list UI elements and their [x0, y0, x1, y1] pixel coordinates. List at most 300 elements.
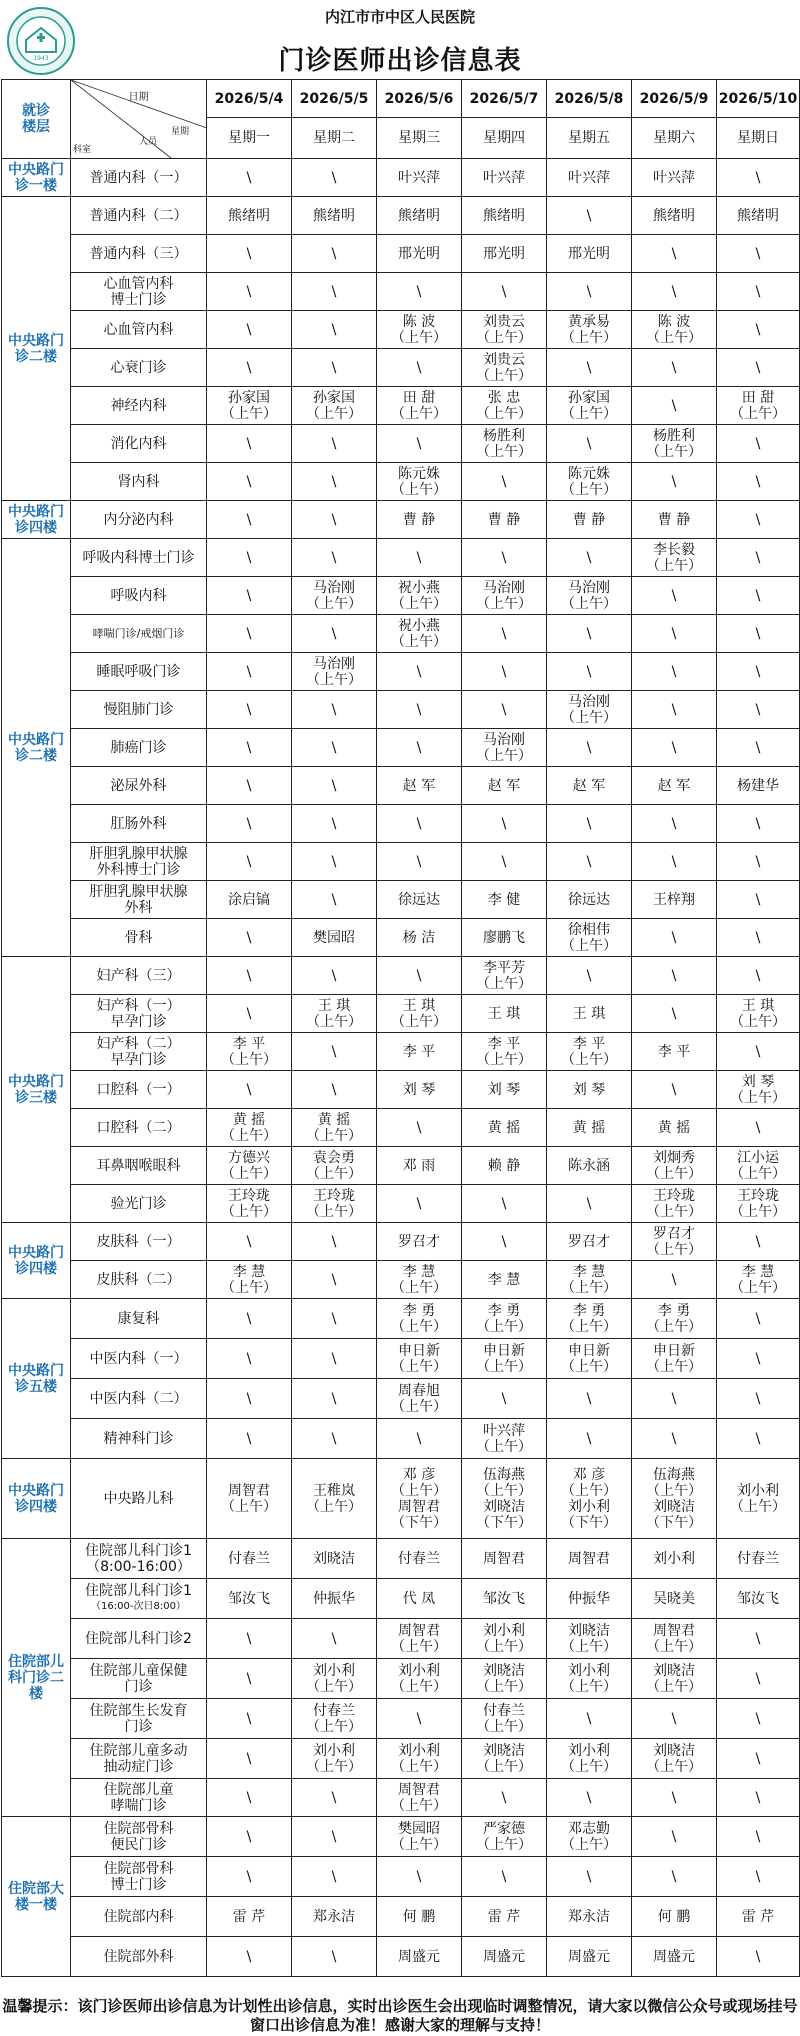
doctor-cell: 李 勇 （上午）	[632, 1299, 717, 1339]
floor-label: 住院部大楼一楼	[2, 1817, 71, 1977]
header-date-label: 日期	[128, 92, 149, 103]
doctor-cell: 罗召才 （上午）	[632, 1223, 717, 1261]
table-row	[2, 957, 800, 995]
doctor-cell: 刘小利 （上午）	[717, 1459, 800, 1539]
doctor-cell: 刘小利 （上午）	[377, 1739, 462, 1779]
doctor-cell: \	[547, 425, 632, 463]
table-row	[2, 1779, 800, 1817]
doctor-cell: \	[632, 1817, 717, 1857]
doctor-cell: \	[292, 1071, 377, 1109]
date-cell: 2026/5/7	[462, 80, 547, 118]
doctor-cell: 李 勇 （上午）	[462, 1299, 547, 1339]
doctor-cell: \	[632, 729, 717, 767]
doctor-cell: \	[207, 919, 292, 957]
table-row	[2, 843, 800, 881]
doctor-cell: 刘晓洁 （上午）	[462, 1659, 547, 1699]
doctor-cell: 刘小利 （上午）	[292, 1659, 377, 1699]
doctor-cell: 孙家国 （上午）	[207, 387, 292, 425]
department-name: 妇产科（三）	[71, 957, 207, 995]
department-name: 住院部骨科 便民门诊	[71, 1817, 207, 1857]
doctor-cell: \	[632, 1379, 717, 1419]
doctor-cell: 叶兴萍 （上午）	[462, 1419, 547, 1459]
department-name: 住院部骨科 博士门诊	[71, 1857, 207, 1897]
doctor-cell: 周盛元	[462, 1937, 547, 1977]
table-row	[2, 1185, 800, 1223]
department-name: 康复科	[71, 1299, 207, 1339]
doctor-cell: \	[292, 349, 377, 387]
doctor-cell: 张 忠 （上午）	[462, 387, 547, 425]
doctor-cell: 李 健	[462, 881, 547, 919]
department-name: 骨科	[71, 919, 207, 957]
doctor-cell: \	[547, 615, 632, 653]
doctor-cell: \	[292, 1033, 377, 1071]
doctor-cell: \	[377, 843, 462, 881]
doctor-cell: \	[207, 1699, 292, 1739]
department-name: 肺癌门诊	[71, 729, 207, 767]
floor-label: 中央路门诊四楼	[2, 1459, 71, 1539]
doctor-cell: 曹 静	[547, 501, 632, 539]
doctor-cell: \	[547, 843, 632, 881]
doctor-cell: 付春兰 （上午）	[462, 1699, 547, 1739]
doctor-cell: 马治刚 （上午）	[462, 577, 547, 615]
table-row	[2, 1147, 800, 1185]
doctor-cell: \	[207, 1339, 292, 1379]
weekday-cell: 星期一	[207, 118, 292, 159]
doctor-cell: 邹汝飞	[462, 1579, 547, 1619]
doctor-cell: \	[632, 273, 717, 311]
doctor-cell: \	[547, 1419, 632, 1459]
doctor-cell: \	[717, 1339, 800, 1379]
doctor-cell: \	[207, 501, 292, 539]
department-name: 消化内科	[71, 425, 207, 463]
doctor-cell: 叶兴萍	[632, 159, 717, 197]
department-name: 住院部儿科门诊1 （16:00-次日8:00）	[71, 1579, 207, 1619]
doctor-cell: 王玲珑 （上午）	[292, 1185, 377, 1223]
doctor-cell: 王稚岚 （上午）	[292, 1459, 377, 1539]
doctor-cell: 邢光明	[547, 235, 632, 273]
doctor-cell: \	[547, 197, 632, 235]
doctor-cell: \	[547, 957, 632, 995]
doctor-cell: 熊绪明	[462, 197, 547, 235]
doctor-cell: \	[207, 1857, 292, 1897]
weekday-cell: 星期五	[547, 118, 632, 159]
doctor-cell: \	[207, 1817, 292, 1857]
doctor-cell: \	[377, 1699, 462, 1739]
doctor-cell: 郑永洁	[547, 1897, 632, 1937]
department-name: 住院部儿科门诊2	[71, 1619, 207, 1659]
doctor-cell: 孙家国 （上午）	[292, 387, 377, 425]
doctor-cell: \	[717, 1223, 800, 1261]
doctor-cell: \	[207, 1779, 292, 1817]
doctor-cell: \	[292, 1223, 377, 1261]
doctor-cell: \	[377, 273, 462, 311]
doctor-cell: 祝小燕 （上午）	[377, 615, 462, 653]
doctor-cell: \	[632, 995, 717, 1033]
department-name: 肛肠外科	[71, 805, 207, 843]
department-name: 心衰门诊	[71, 349, 207, 387]
doctor-cell: 付春兰 （上午）	[292, 1699, 377, 1739]
table-row	[2, 1579, 800, 1619]
doctor-cell: 熊绪明	[207, 197, 292, 235]
doctor-cell: \	[632, 919, 717, 957]
doctor-cell: 申日新 （上午）	[377, 1339, 462, 1379]
department-name: 妇产科（一） 早孕门诊	[71, 995, 207, 1033]
department-name: 皮肤科（一）	[71, 1223, 207, 1261]
doctor-cell: 李 慧 （上午）	[717, 1261, 800, 1299]
table-row	[2, 1937, 800, 1977]
floor-label: 住院部儿科门诊二楼	[2, 1539, 71, 1817]
header-dept-label: 科室	[73, 145, 92, 155]
doctor-cell: \	[207, 995, 292, 1033]
doctor-cell: \	[717, 881, 800, 919]
doctor-cell: \	[547, 1779, 632, 1817]
weekday-cell: 星期二	[292, 118, 377, 159]
doctor-cell: 罗召才	[547, 1223, 632, 1261]
doctor-cell: \	[292, 273, 377, 311]
doctor-cell: \	[717, 577, 800, 615]
table-row	[2, 1659, 800, 1699]
doctor-cell: 郑永洁	[292, 1897, 377, 1937]
doctor-cell: \	[717, 1659, 800, 1699]
doctor-cell: \	[632, 387, 717, 425]
doctor-cell: \	[377, 539, 462, 577]
department-name: 中央路儿科	[71, 1459, 207, 1539]
doctor-cell: \	[377, 957, 462, 995]
doctor-cell: 曹 静	[377, 501, 462, 539]
doctor-cell: 赵 军	[462, 767, 547, 805]
doctor-cell: 曹 静	[462, 501, 547, 539]
doctor-cell: \	[292, 843, 377, 881]
department-name: 呼吸内科	[71, 577, 207, 615]
doctor-cell: \	[462, 615, 547, 653]
notice-text: 温馨提示：该门诊医师出诊信息为计划性出诊信息，实时出诊医生会出现临时调整情况，请大家以微信公众号或现场挂号窗口出诊信息为准！感谢大家的理解与支持！	[2, 1997, 798, 2034]
doctor-cell: 王 琪 （上午）	[292, 995, 377, 1033]
doctor-cell: \	[292, 1419, 377, 1459]
doctor-cell: \	[632, 1699, 717, 1739]
doctor-cell: \	[632, 1857, 717, 1897]
table-row	[2, 1897, 800, 1937]
table-row	[2, 1619, 800, 1659]
doctor-cell: 邓 雨	[377, 1147, 462, 1185]
doctor-cell: \	[292, 1779, 377, 1817]
department-name: 住院部外科	[71, 1937, 207, 1977]
floor-label: 中央路门诊二楼	[2, 539, 71, 957]
doctor-cell: \	[292, 1299, 377, 1339]
department-name: 内分泌内科	[71, 501, 207, 539]
doctor-cell: 方德兴 （上午）	[207, 1147, 292, 1185]
table-row	[2, 1459, 800, 1539]
department-name: 肝胆乳腺甲状腺 外科博士门诊	[71, 843, 207, 881]
doctor-cell: 李 平 （上午）	[462, 1033, 547, 1071]
doctor-cell: \	[717, 1419, 800, 1459]
doctor-cell: 付春兰	[377, 1539, 462, 1579]
date-cell: 2026/5/4	[207, 80, 292, 118]
doctor-cell: 赖 静	[462, 1147, 547, 1185]
doctor-cell: 陈元姝 （上午）	[547, 463, 632, 501]
doctor-cell: 熊绪明	[377, 197, 462, 235]
doctor-cell: 黄 摇 （上午）	[292, 1109, 377, 1147]
department-name: 口腔科（二）	[71, 1109, 207, 1147]
doctor-cell: \	[292, 957, 377, 995]
doctor-cell: 刘晓洁 （上午）	[462, 1739, 547, 1779]
doctor-cell: \	[377, 349, 462, 387]
table-row	[2, 767, 800, 805]
doctor-cell: 黄 摇	[632, 1109, 717, 1147]
doctor-cell: \	[547, 805, 632, 843]
doctor-cell: 付春兰	[717, 1539, 800, 1579]
doctor-cell: \	[292, 463, 377, 501]
hospital-name: 内江市市中区人民医院	[324, 8, 475, 26]
doctor-cell: \	[377, 425, 462, 463]
doctor-cell: 邓志勤 （上午）	[547, 1817, 632, 1857]
doctor-cell: 田 甜 （上午）	[717, 387, 800, 425]
doctor-cell: 李 慧 （上午）	[207, 1261, 292, 1299]
doctor-cell: \	[547, 1379, 632, 1419]
doctor-cell: \	[292, 1261, 377, 1299]
doctor-cell: \	[462, 273, 547, 311]
doctor-cell: 周智君	[547, 1539, 632, 1579]
table-row	[2, 1109, 800, 1147]
page-title: 门诊医师出诊信息表	[278, 46, 522, 76]
department-name: 皮肤科（二）	[71, 1261, 207, 1299]
table-row	[2, 995, 800, 1033]
doctor-cell: \	[377, 1857, 462, 1897]
doctor-cell: \	[632, 957, 717, 995]
doctor-cell: 徐远达	[377, 881, 462, 919]
doctor-cell: 杨建华	[717, 767, 800, 805]
table-row	[2, 1699, 800, 1739]
doctor-cell: 熊绪明	[717, 197, 800, 235]
doctor-cell: \	[632, 1779, 717, 1817]
doctor-cell: \	[632, 463, 717, 501]
doctor-cell: 李 平 （上午）	[207, 1033, 292, 1071]
doctor-cell: \	[632, 1071, 717, 1109]
doctor-cell: \	[292, 1937, 377, 1977]
department-name: 耳鼻咽喉眼科	[71, 1147, 207, 1185]
doctor-cell: 廖鹏飞	[462, 919, 547, 957]
doctor-cell: \	[292, 1339, 377, 1379]
doctor-cell: 周智君 （上午）	[377, 1779, 462, 1817]
doctor-cell: \	[632, 615, 717, 653]
department-name: 肾内科	[71, 463, 207, 501]
doctor-cell: 李长毅 （上午）	[632, 539, 717, 577]
department-name: 普通内科（三）	[71, 235, 207, 273]
doctor-cell: \	[717, 805, 800, 843]
table-row	[2, 805, 800, 843]
doctor-cell: 马治刚 （上午）	[547, 577, 632, 615]
doctor-cell: 仲振华	[292, 1579, 377, 1619]
doctor-cell: \	[207, 691, 292, 729]
date-cell: 2026/5/6	[377, 80, 462, 118]
doctor-cell: 叶兴萍	[462, 159, 547, 197]
doctor-cell: \	[717, 159, 800, 197]
doctor-cell: 申日新 （上午）	[632, 1339, 717, 1379]
doctor-cell: \	[207, 1937, 292, 1977]
department-name: 哮喘门诊/戒烟门诊	[71, 615, 207, 653]
doctor-cell: \	[462, 691, 547, 729]
doctor-cell: \	[207, 311, 292, 349]
doctor-cell: \	[292, 539, 377, 577]
floor-header: 就诊 楼层	[2, 80, 71, 159]
doctor-cell: \	[292, 1379, 377, 1419]
doctor-cell: 王 琪	[547, 995, 632, 1033]
table-row	[2, 1033, 800, 1071]
doctor-cell: \	[632, 235, 717, 273]
table-row	[2, 387, 800, 425]
doctor-cell: \	[292, 767, 377, 805]
doctor-cell: 周盛元	[632, 1937, 717, 1977]
doctor-cell: 邓 彦 （上午） 周智君 （下午）	[377, 1459, 462, 1539]
doctor-cell: \	[717, 729, 800, 767]
table-row	[2, 1539, 800, 1579]
doctor-cell: \	[207, 539, 292, 577]
table-row	[2, 615, 800, 653]
table-row	[2, 425, 800, 463]
department-name: 验光门诊	[71, 1185, 207, 1223]
weekday-cell: 星期日	[717, 118, 800, 159]
doctor-cell: 何 鹏	[377, 1897, 462, 1937]
doctor-cell: \	[292, 881, 377, 919]
doctor-cell: \	[462, 1379, 547, 1419]
doctor-cell: 李 平 （上午）	[547, 1033, 632, 1071]
floor-label: 中央路门诊一楼	[2, 159, 71, 197]
doctor-cell: 罗召才	[377, 1223, 462, 1261]
doctor-cell: 王梓翔	[632, 881, 717, 919]
doctor-cell: \	[377, 691, 462, 729]
doctor-cell: 熊绪明	[632, 197, 717, 235]
doctor-cell: \	[717, 615, 800, 653]
doctor-cell: 雷 芹	[717, 1897, 800, 1937]
doctor-cell: \	[632, 805, 717, 843]
doctor-cell: 刘贵云 （上午）	[462, 349, 547, 387]
doctor-cell: 李 平	[632, 1033, 717, 1071]
doctor-cell: 刘晓洁 （上午）	[632, 1739, 717, 1779]
doctor-cell: 吴晓美	[632, 1579, 717, 1619]
doctor-cell: \	[292, 235, 377, 273]
doctor-cell: \	[717, 1937, 800, 1977]
doctor-cell: \	[717, 1817, 800, 1857]
doctor-cell: 邹汝飞	[207, 1579, 292, 1619]
doctor-cell: \	[717, 1699, 800, 1739]
doctor-cell: 刘小利 （上午）	[547, 1659, 632, 1699]
doctor-cell: \	[462, 539, 547, 577]
doctor-cell: \	[717, 349, 800, 387]
doctor-cell: \	[207, 1223, 292, 1261]
doctor-cell: \	[377, 729, 462, 767]
department-name: 口腔科（一）	[71, 1071, 207, 1109]
department-name: 慢阻肺门诊	[71, 691, 207, 729]
doctor-cell: 李 勇 （上午）	[547, 1299, 632, 1339]
doctor-cell: \	[547, 1185, 632, 1223]
doctor-cell: \	[207, 843, 292, 881]
doctor-cell: 陈 波 （上午）	[377, 311, 462, 349]
doctor-cell: 雷 芹	[462, 1897, 547, 1937]
doctor-cell: \	[717, 1379, 800, 1419]
schedule-table	[1, 79, 800, 1977]
table-row	[2, 1339, 800, 1379]
doctor-cell: \	[292, 501, 377, 539]
doctor-cell: 刘炯秀 （上午）	[632, 1147, 717, 1185]
doctor-cell: \	[207, 805, 292, 843]
doctor-cell: 刘小利 （上午）	[292, 1739, 377, 1779]
table-row	[2, 349, 800, 387]
doctor-cell: 邹汝飞	[717, 1579, 800, 1619]
doctor-cell: 祝小燕 （上午）	[377, 577, 462, 615]
doctor-cell: \	[292, 615, 377, 653]
floor-label: 中央路门诊四楼	[2, 1223, 71, 1299]
doctor-cell: 刘 琴	[462, 1071, 547, 1109]
doctor-cell: \	[717, 1857, 800, 1897]
doctor-cell: 刘小利 （上午）	[377, 1659, 462, 1699]
doctor-cell: 刘晓洁	[292, 1539, 377, 1579]
doctor-cell: \	[547, 729, 632, 767]
doctor-cell: \	[462, 1185, 547, 1223]
doctor-cell: 孙家国 （上午）	[547, 387, 632, 425]
doctor-cell: \	[547, 653, 632, 691]
doctor-cell: 李平芳 （上午）	[462, 957, 547, 995]
doctor-cell: 杨 洁	[377, 919, 462, 957]
department-name: 肝胆乳腺甲状腺 外科	[71, 881, 207, 919]
doctor-cell: 陈 波 （上午）	[632, 311, 717, 349]
doctor-cell: 涂启镐	[207, 881, 292, 919]
doctor-cell: 黄 摇	[462, 1109, 547, 1147]
date-cell: 2026/5/5	[292, 80, 377, 118]
doctor-cell: \	[632, 1419, 717, 1459]
doctor-cell: 田 甜 （上午）	[377, 387, 462, 425]
doctor-cell: \	[717, 1299, 800, 1339]
doctor-cell: 黄 摇	[547, 1109, 632, 1147]
doctor-cell: 刘贵云 （上午）	[462, 311, 547, 349]
doctor-cell: \	[717, 501, 800, 539]
doctor-cell: 黄 摇 （上午）	[207, 1109, 292, 1147]
doctor-cell: 李 慧 （上午）	[377, 1261, 462, 1299]
doctor-cell: \	[292, 425, 377, 463]
doctor-cell: 樊园昭	[292, 919, 377, 957]
doctor-cell: \	[292, 1817, 377, 1857]
doctor-cell: 刘晓洁 （上午）	[632, 1659, 717, 1699]
department-name: 神经内科	[71, 387, 207, 425]
doctor-cell: 江小运 （上午）	[717, 1147, 800, 1185]
doctor-cell: \	[462, 1857, 547, 1897]
doctor-cell: 周盛元	[547, 1937, 632, 1977]
department-name: 妇产科（二） 早孕门诊	[71, 1033, 207, 1071]
date-cell: 2026/5/10	[717, 80, 800, 118]
doctor-cell: \	[717, 919, 800, 957]
department-name: 住院部儿科门诊1 （8:00-16:00）	[71, 1539, 207, 1579]
table-row	[2, 881, 800, 919]
svg-text:1943: 1943	[33, 55, 49, 62]
table-row	[2, 539, 800, 577]
doctor-cell: \	[717, 691, 800, 729]
doctor-cell: 徐相伟 （上午）	[547, 919, 632, 957]
doctor-cell: \	[207, 1071, 292, 1109]
doctor-cell: 周智君 （上午）	[377, 1619, 462, 1659]
doctor-cell: 周智君	[462, 1539, 547, 1579]
table-row	[2, 273, 800, 311]
table-row	[2, 577, 800, 615]
doctor-cell: \	[207, 273, 292, 311]
doctor-cell: \	[207, 1659, 292, 1699]
doctor-cell: 陈永涵	[547, 1147, 632, 1185]
doctor-cell: 何 鹏	[632, 1897, 717, 1937]
weekday-cell: 星期六	[632, 118, 717, 159]
doctor-cell: 雷 芹	[207, 1897, 292, 1937]
doctor-cell: \	[547, 539, 632, 577]
department-name: 睡眠呼吸门诊	[71, 653, 207, 691]
doctor-cell: \	[717, 1779, 800, 1817]
doctor-cell: 徐远达	[547, 881, 632, 919]
doctor-cell: \	[292, 311, 377, 349]
